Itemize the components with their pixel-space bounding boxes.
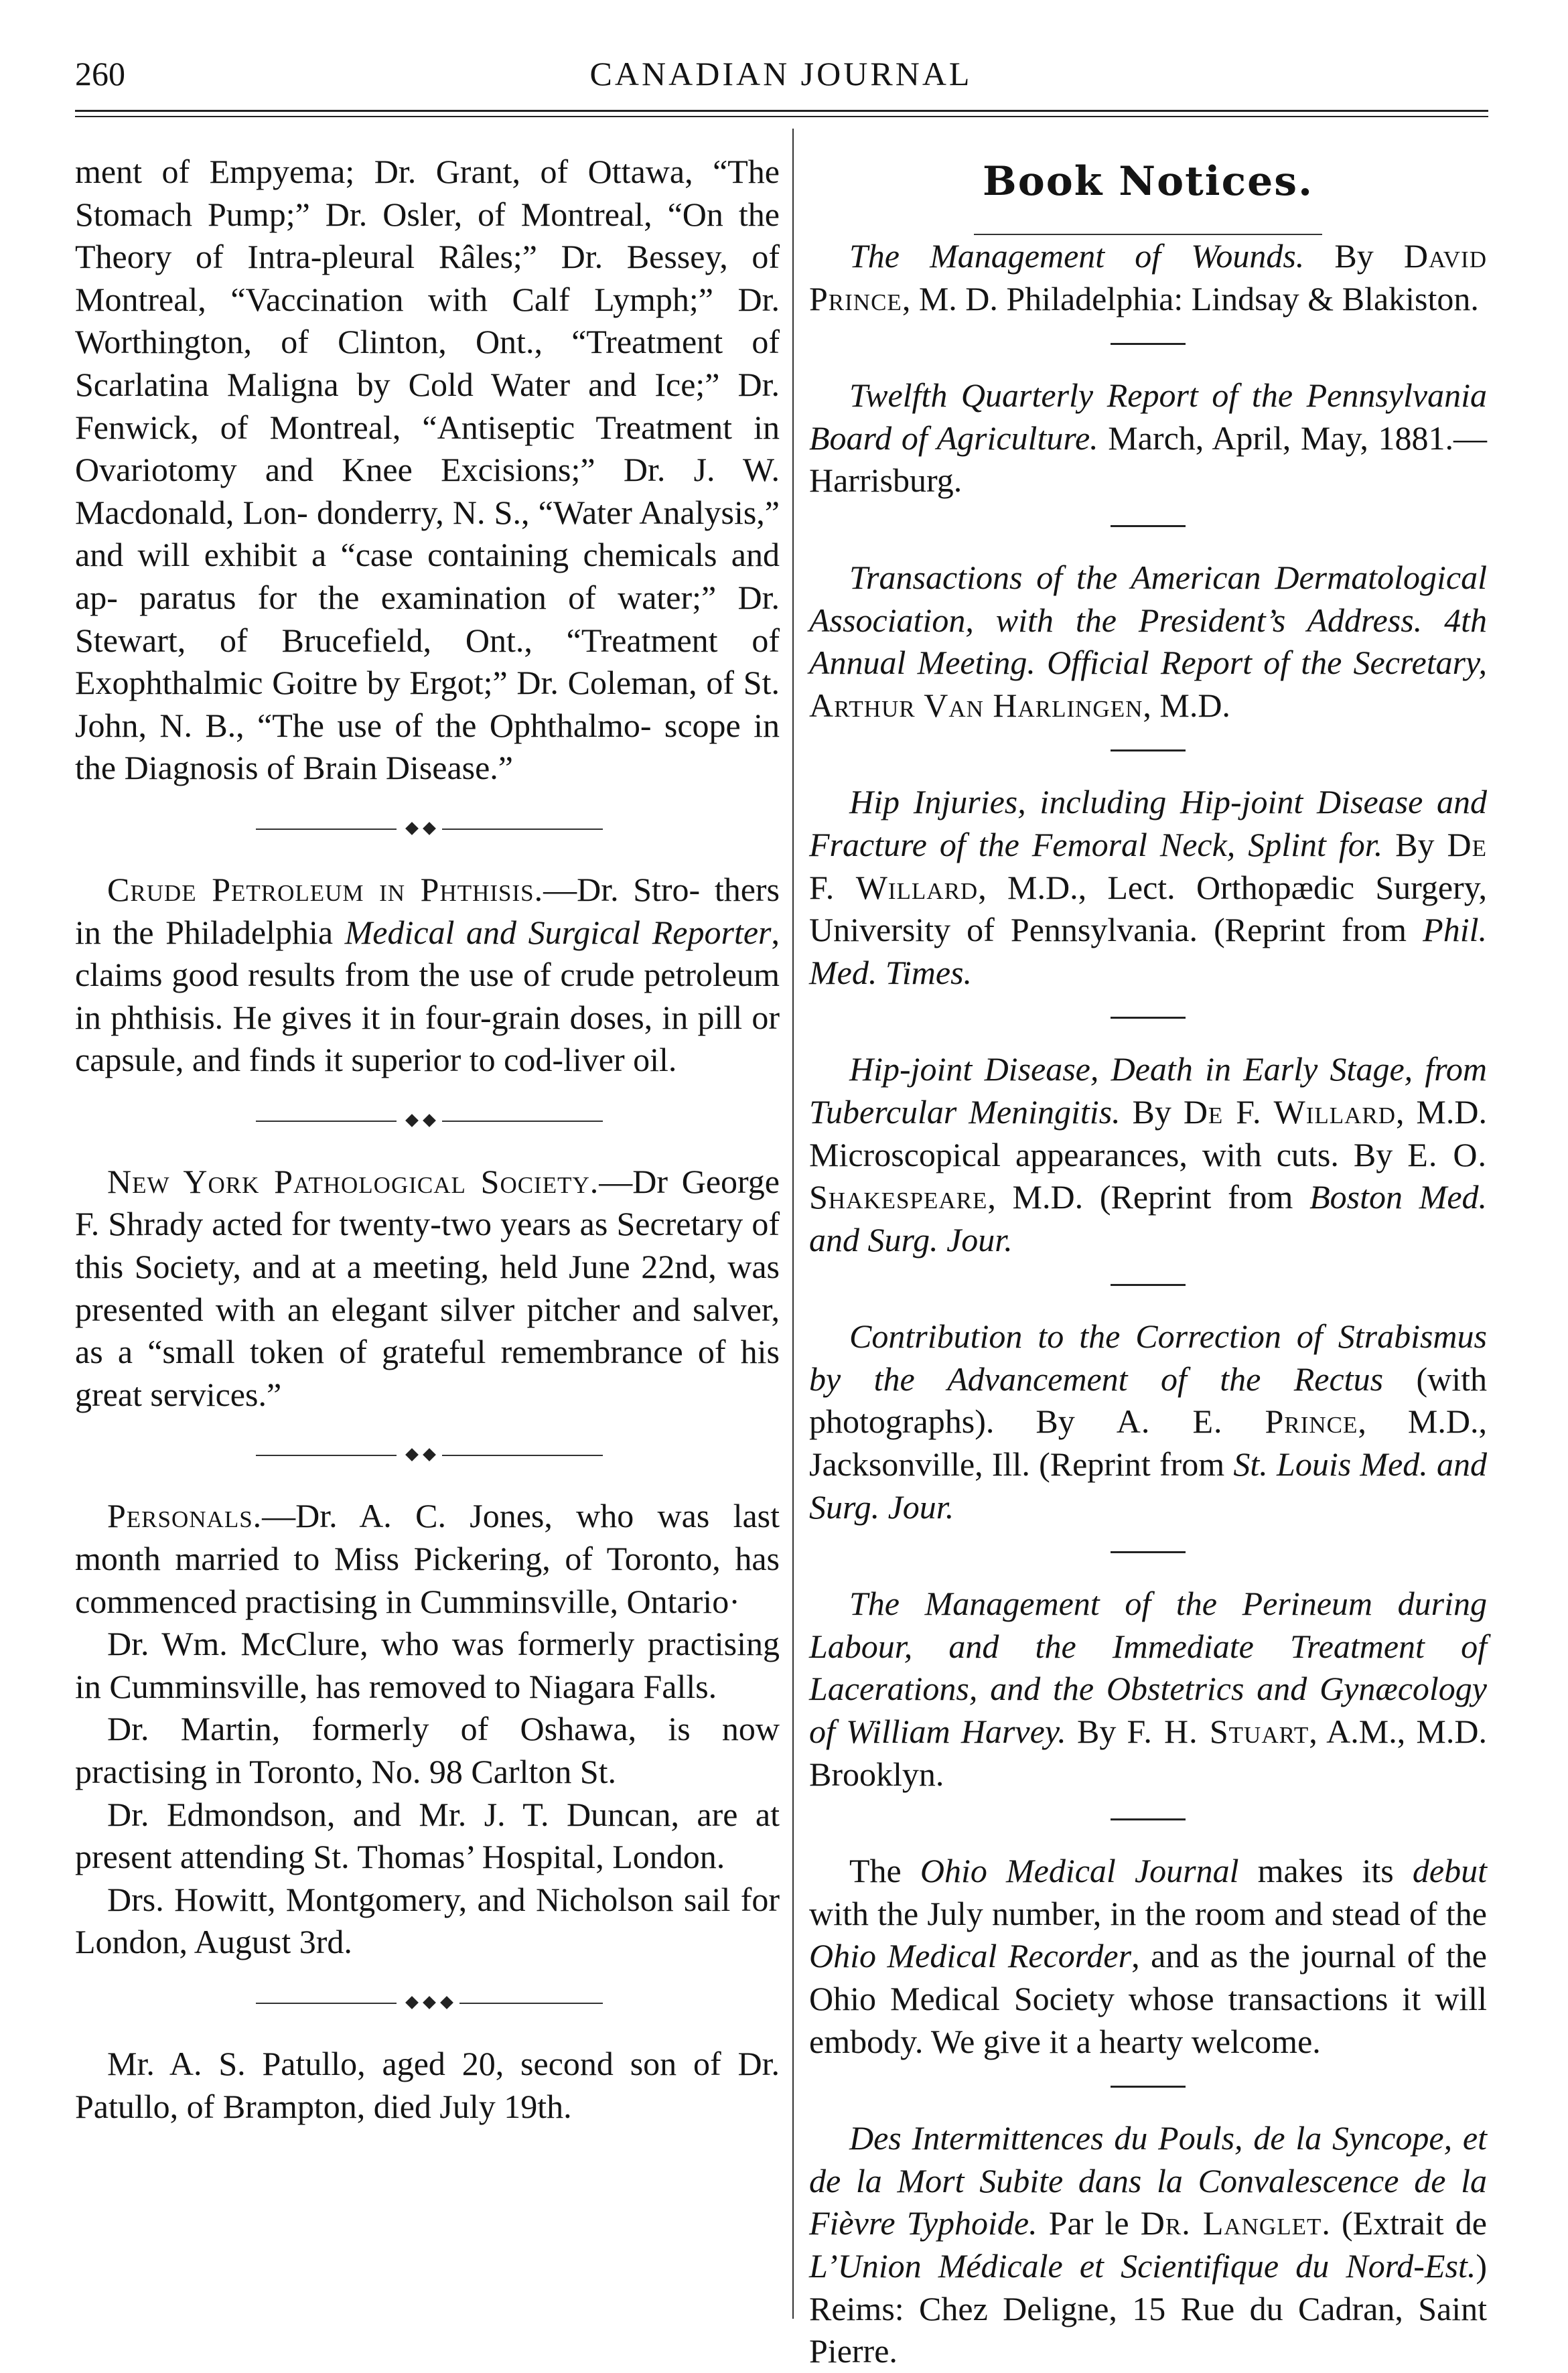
article-text: —Dr George F. Shrady acted for twenty-two years as Secretary of this Society, and at a meeting, held June 22nd, was presented with an elegant silver pitcher and salver, as a “small token of grateful remembrance of his great services.” (75, 1162, 780, 1413)
notice-text: By (1304, 237, 1404, 275)
personals-paragraph: Drs. Howitt, Montgomery, and Nicholson sail for London, August 3rd. (75, 1880, 780, 1961)
text-line: “Treatment of Scarlatina Maligna by Cold (75, 323, 780, 403)
notice-text: , M.D. (1143, 686, 1230, 724)
notice-divider (1111, 2086, 1186, 2088)
notice-divider (1111, 525, 1186, 527)
section-ornament (75, 1964, 780, 2043)
notice-text: , M.D. (Reprint from (987, 1178, 1310, 1216)
article-text: —Dr. A. C. Jones, who was last month married to Miss Pickering, of Toronto, has commenced practising in Cumminsville, Ontario· (75, 1497, 780, 1620)
personals-paragraph: Dr. Edmondson, and Mr. J. T. Duncan, are at present attending St. Thomas’ Hospital, London. (75, 1795, 780, 1876)
personals-paragraph: Dr. Wm. McClure, who was formerly practising in Cumminsville, has removed to Niagara Falls. (75, 1625, 780, 1705)
book-title: Twelfth Quarterly Report of the Pennsylvania Board of Agriculture. (809, 376, 1487, 457)
journal-title: Medical and Surgical Reporter (344, 913, 772, 951)
column-divider (792, 129, 794, 2319)
article-ny-pathological (75, 1161, 780, 1417)
article-crude-petroleum (75, 869, 780, 1082)
notice-text: ) Reims: Chez Deligne, 15 Rue du Cadran, Saint Pierre. (809, 2246, 1487, 2370)
book-author: Dr. Langlet (1140, 2204, 1322, 2242)
text-line: “Antiseptic Treatment in Ovariotomy and (75, 408, 780, 489)
notice-divider (1111, 1284, 1186, 1286)
notice-divider (1111, 1818, 1186, 1820)
text-line: scope in the Diagnosis of Brain Disease.” (75, 706, 780, 787)
notice-text: By (1382, 825, 1447, 863)
notice-divider (1111, 343, 1186, 345)
notice-text: By (1066, 1713, 1127, 1751)
book-notice (809, 1583, 1487, 1796)
source-journal: St. Louis Med. and Surg. Jour. (809, 1445, 1487, 1526)
notice-divider (1111, 749, 1186, 751)
book-author: A. E. Prince (1116, 1403, 1358, 1441)
obituary-notice: Mr. A. S. Patullo, aged 20, second son of Dr. Patullo, of Brampton, died July 19th. (75, 2044, 780, 2125)
article-heading: Crude Petroleum in Phthisis. (107, 870, 544, 908)
section-title-book-notices: Book Notices. (983, 158, 1313, 205)
book-notice (809, 781, 1487, 994)
book-notice (809, 557, 1487, 727)
notice-emphasis: debut (1412, 1852, 1487, 1890)
book-notice (809, 1315, 1487, 1528)
text-line: of St. John, N. B., “The use of the Ophthalmo- (75, 664, 780, 744)
page-header (75, 44, 1487, 106)
notice-text: Par le (1037, 2204, 1141, 2242)
text-line: donderry, N. S., “Water Analysis,” and will (75, 493, 780, 574)
article-text: , claims good results from the use of crude petroleum in phthisis. He gives it in four-grain doses, in pill or capsule, and finds it superior to cod-liver oil. (75, 913, 780, 1079)
text-line: Exophthalmic Goitre by Ergot;” Dr. Coleman, (75, 664, 707, 702)
section-ornament (75, 790, 780, 869)
book-notice (809, 235, 1487, 320)
journal-title: Ohio Medical Recorder (809, 1937, 1132, 1975)
book-notice (809, 1048, 1487, 1261)
book-notice (809, 2117, 1487, 2373)
book-title: The Management of the Perineum during Labour, and the Immediate Treatment of Lacerations, and the Obstetrics and Gynæcology of William Harvey. (809, 1585, 1487, 1751)
notice-text: makes its (1238, 1852, 1413, 1890)
notice-text: , M.D., Jacksonville, Ill. (Reprint from (809, 1403, 1487, 1484)
header-rule-thin (75, 116, 1488, 117)
notice-text: March, April, May, 1881.—Harrisburg. (809, 419, 1487, 500)
continued-paragraph (75, 151, 780, 790)
notice-text: , and as the journal of the Ohio Medical Society whose transactions it will embody. We give it a hearty welcome. (809, 1937, 1488, 2060)
article-dash: —Dr. Stro- (543, 870, 701, 908)
personals-paragraph: Dr. Martin, formerly of Oshawa, is now practising in Toronto, No. 98 Carlton St. (75, 1710, 780, 1790)
notice-divider (1111, 1551, 1186, 1553)
notice-text: , M. D. Philadelphia: Lindsay & Blakiston. (902, 279, 1479, 317)
text-line: Water and Ice;” Dr. Fenwick, of Montreal, (75, 365, 780, 446)
text-line: paratus for the examination of water;” Dr. (139, 578, 780, 616)
notice-text: The (849, 1852, 920, 1890)
text-line: “The Stomach Pump;” Dr. Osler, of Montreal, (75, 153, 780, 233)
article-heading: New York Pathological Society. (107, 1162, 599, 1200)
notice-text: , M.D. Microscopical appearances, with cuts. By (809, 1092, 1487, 1173)
header-rule (75, 110, 1488, 112)
running-head: CANADIAN JOURNAL (589, 55, 973, 92)
left-column (75, 151, 780, 2128)
text-line: Stewart, of Brucefield, Ont., “Treatment of (75, 621, 780, 659)
book-author: De F. Willard (809, 825, 1487, 906)
text-line: Bessey, of Montreal, “Vaccination with Calf (75, 238, 780, 318)
notice-text: , M.D., Lect. Orthopædic Surgery, University of Pennsylvania. (Reprint from (809, 868, 1487, 949)
article-text: thers in the Philadelphia (75, 870, 780, 951)
article-heading: Personals. (107, 1497, 263, 1535)
text-line: “On the Theory of Intra-pleural Râles;” Dr. (75, 195, 780, 276)
book-author: David Prince (809, 237, 1487, 317)
text-line: exhibit a “case containing chemicals and ap- (75, 536, 780, 616)
book-title: Transactions of the American Dermatological Association, with the President’s Address. 4th Annual Meeting. Official Report of the Secretary, (809, 558, 1487, 682)
book-notice (809, 374, 1487, 502)
book-title: Contribution to the Correction of Strabismus by the Advancement of the Rectus (809, 1317, 1487, 1398)
text-line: Lymph;” Dr. Worthington, of Clinton, Ont., (75, 280, 780, 361)
source-journal: Boston Med. and Surg. Jour. (809, 1178, 1488, 1259)
notice-text: , A.M., M.D. Brooklyn. (809, 1713, 1488, 1793)
book-author: De F. Willard (1183, 1092, 1397, 1131)
notice-divider (1111, 1017, 1186, 1019)
article-personals (75, 1495, 780, 1623)
page-number: 260 (75, 55, 125, 92)
book-title: Hip Injuries, including Hip-joint Disease and Fracture of the Femoral Neck, Splint for. (809, 783, 1487, 863)
section-ornament (75, 1082, 780, 1161)
right-column (809, 151, 1487, 2373)
book-title: Hip-joint Disease, Death in Early Stage, from Tubercular Meningitis. (809, 1050, 1487, 1131)
text-line: Knee Excisions;” Dr. J. W. Macdonald, Lon- (75, 451, 780, 531)
text-line: ment of Empyema; Dr. Grant, of Ottawa, (75, 153, 713, 190)
book-author: F. H. Stuart (1127, 1713, 1309, 1751)
section-ornament (75, 1416, 780, 1495)
notice-text: with the July number, in the room and stead of the (809, 1894, 1487, 1932)
notice-text: By (1120, 1092, 1184, 1131)
book-title: The Management of Wounds. (849, 237, 1305, 275)
book-notice (809, 1850, 1487, 2063)
notice-text: (with photographs). By (809, 1360, 1488, 1441)
source-journal: Phil. Med. Times. (809, 911, 1487, 991)
notice-text: . (Extrait de (1322, 2204, 1488, 2242)
book-author: Arthur Van Harlingen (809, 686, 1143, 724)
journal-title: Ohio Medical Journal (920, 1852, 1239, 1890)
source-journal: L’Union Médicale et Scientifique du Nord-Est. (809, 2246, 1476, 2285)
book-author: E. O. Shakespeare (809, 1135, 1487, 1216)
book-title: Des Intermittences du Pouls, de la Syncope, et de la Mort Subite dans la Convalescence de la Fièvre Typhoide. (809, 2119, 1487, 2242)
